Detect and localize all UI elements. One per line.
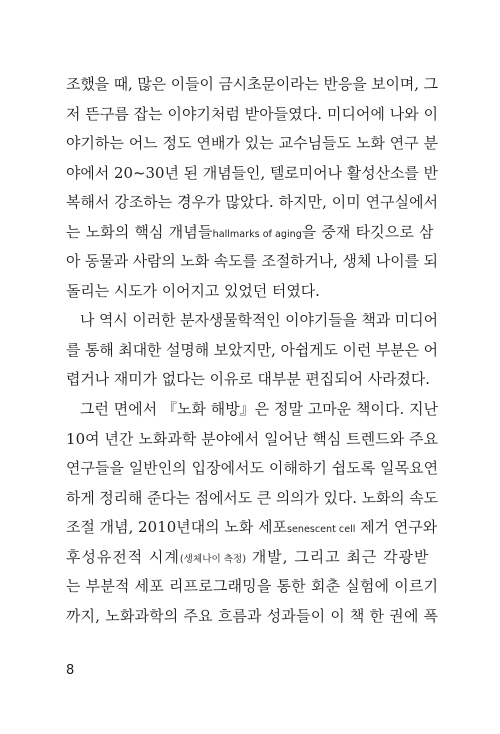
text-line: [66, 425, 438, 455]
body-text: [66, 70, 438, 631]
text-line: [66, 218, 438, 248]
text-span: 는 노화의 핵심 개념들: [66, 222, 213, 241]
text-span: 제거 연구와: [355, 518, 438, 537]
text-line: [66, 159, 438, 189]
text-span: 복해서 강조하는 경우가 많았다. 하지만, 이미 연구실에서: [66, 193, 439, 212]
text-span: 하게 정리해 준다는 점에서도 큰 의의가 있다. 노화의 속도: [66, 488, 438, 507]
text-line: [66, 543, 438, 573]
text-span: 아 동물과 사람의 노화 속도를 조절하거나, 생체 나이를 되: [66, 252, 438, 271]
text-line: [66, 336, 438, 366]
text-span: 야기하는 어느 정도 연배가 있는 교수님들도 노화 연구 분: [66, 134, 439, 153]
text-span: 10여 년간 노화과학 분야에서 일어난 핵심 트렌드와 주요: [66, 429, 439, 448]
english-term: senescent cell: [286, 524, 356, 536]
english-term: hallmarks of aging: [212, 228, 302, 240]
text-line: [66, 100, 438, 130]
text-line: [66, 70, 438, 100]
text-line: [66, 454, 438, 484]
text-span: 나 역시 이러한 분자생물학적인 이야기들을 책과 미디어: [80, 311, 438, 330]
text-span: 조했을 때, 많은 이들이 금시초문이라는 반응을 보이며, 그: [66, 75, 438, 93]
paragraph-first-line: [66, 306, 438, 336]
page-number: 8: [66, 663, 75, 678]
text-span: 조절 개념, 2010년대의 노화 세포: [66, 518, 287, 537]
text-line: [66, 129, 438, 159]
text-line: [66, 277, 438, 307]
parenthetical-note: (생체나이 측정): [179, 553, 247, 565]
text-span: 까지, 노화과학의 주요 흐름과 성과들이 이 책 한 권에 폭: [66, 606, 439, 625]
text-line: [66, 602, 438, 632]
text-span: 는 부분적 세포 리프로그래밍을 통한 회춘 실험에 이르기: [66, 577, 439, 596]
text-span: 저 뜬구름 잡는 이야기처럼 받아들였다. 미디어에 나와 이: [66, 104, 439, 123]
text-span: 야에서 20~30년 된 개념들인, 텔로미어나 활성산소를 반: [66, 163, 439, 182]
text-span: 렵거나 재미가 없다는 이유로 대부분 편집되어 사라졌다.: [66, 370, 430, 389]
paragraph-first-line: [66, 395, 438, 425]
text-line: [66, 188, 438, 218]
text-span: 후성유전적 시계: [66, 547, 180, 566]
text-span: 그런 면에서 『노화 해방』은 정말 고마운 책이다. 지난: [80, 400, 439, 419]
text-line: [66, 365, 438, 395]
text-line: [66, 513, 438, 543]
text-span: 돌리는 시도가 이어지고 있었던 터였다.: [66, 281, 320, 300]
text-span: 을 중재 타깃으로 삼: [301, 222, 434, 241]
text-span: 개발, 그리고 최근 각광받: [246, 547, 430, 566]
text-span: 연구들을 일반인의 입장에서도 이해하기 쉽도록 일목요연: [66, 459, 439, 478]
text-line: [66, 484, 438, 514]
text-line: [66, 247, 438, 277]
text-line: [66, 572, 438, 602]
text-span: 를 통해 최대한 설명해 보았지만, 아쉽게도 이런 부분은 어: [66, 340, 438, 359]
